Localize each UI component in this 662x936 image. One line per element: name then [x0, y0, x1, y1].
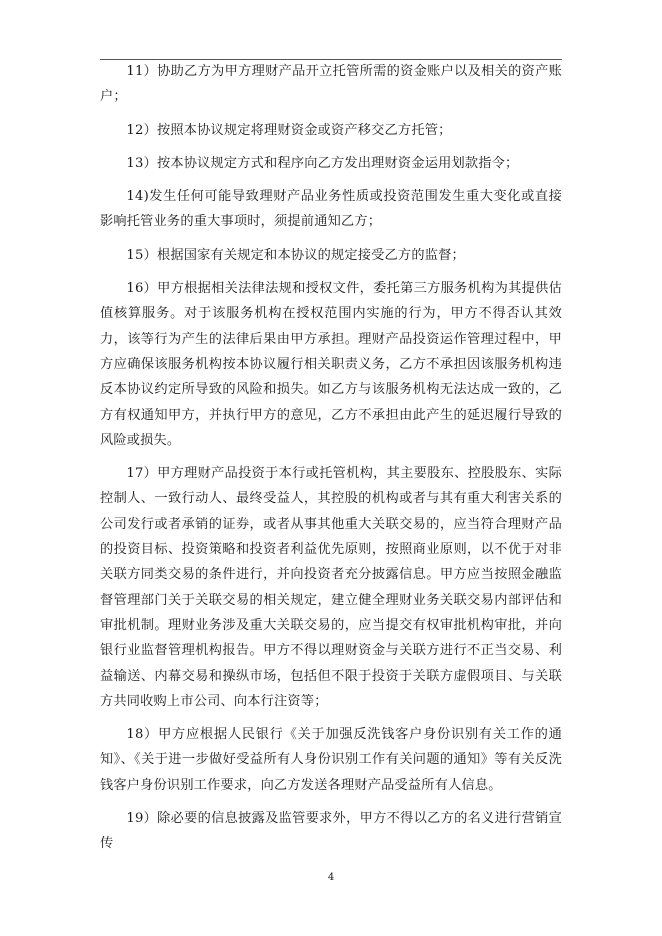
clause-16: 16）甲方根据相关法律法规和授权文件，委托第三方服务机构为其提供估值核算服务。对于该服务机构在授权范围内实施的行为，甲方不得否认其效力，该等行为产生的法律后果由甲方承担。理财产品投资运作管理过程中，甲方应确保该服务机构按本协议履行相关职责义务，乙方不承担因该服务机构违反本协议约定所导致的风险和损失。如乙方与该服务机构无法达成一致的，乙方有权通知甲方，并执行甲方的意见，乙方不承担由此产生的延迟履行导致的风险或损失。 — [100, 281, 562, 448]
clause-13: 13）按本协议规定方式和程序向乙方发出理财资金运用划款指令； — [126, 155, 519, 171]
clause-15: 15）根据国家有关规定和本协议的规定接受乙方的监督； — [126, 247, 465, 263]
clause-11: 11）协助乙方为甲方理财产品开立托管所需的资金账户以及相关的资产账户； — [100, 64, 562, 105]
page-number: 4 — [327, 872, 335, 883]
clause-18: 18）甲方应根据人民银行《关于加强反洗钱客户身份识别有关工作的通知》、《关于进一步做好受益所有人身份识别工作有关问题的通知》等有关反洗钱客户身份识别工作要求，向乙方发送各理财产品受益所有人信息。 — [100, 727, 562, 793]
clause-17: 17）甲方理财产品投资于本行或托管机构，其主要股东、控股股东、实际控制人、一致行动人、最终受益人，其控股的机构或者与其有重大利害关系的公司发行或者承销的证券，或者从事其他重大关联交易的，应当符合理财产品的投资目标、投资策略和投资者利益优先原则，按照商业原则，以不优于对非关联方同类交易的条件进行，并向投资者充分披露信息。甲方应当按照金融监督管理部门关于关联交易的相关规定，建立健全理财业务关联交易内部评估和审批机制。理财业务涉及重大关联交易的，应当提交有权审批机构审批，并向银行业监督管理机构报告。甲方不得以理财资金与关联方进行不正当交易、利益输送、内幕交易和操纵市场，包括但不限于投资于关联方虚假项目、与关联方共同收购上市公司、向本行注资等； — [100, 466, 562, 709]
clause-19: 19）除必要的信息披露及监管要求外，甲方不得以乙方的名义进行营销宣传 — [100, 811, 562, 852]
clause-14: 14)发生任何可能导致理财产品业务性质或投资范围发生重大变化或直接影响托管业务的重大事项时，须提前通知乙方； — [100, 189, 562, 230]
document-body — [100, 59, 562, 857]
clause-12: 12）按照本协议规定将理财资金或资产移交乙方托管； — [126, 122, 452, 138]
